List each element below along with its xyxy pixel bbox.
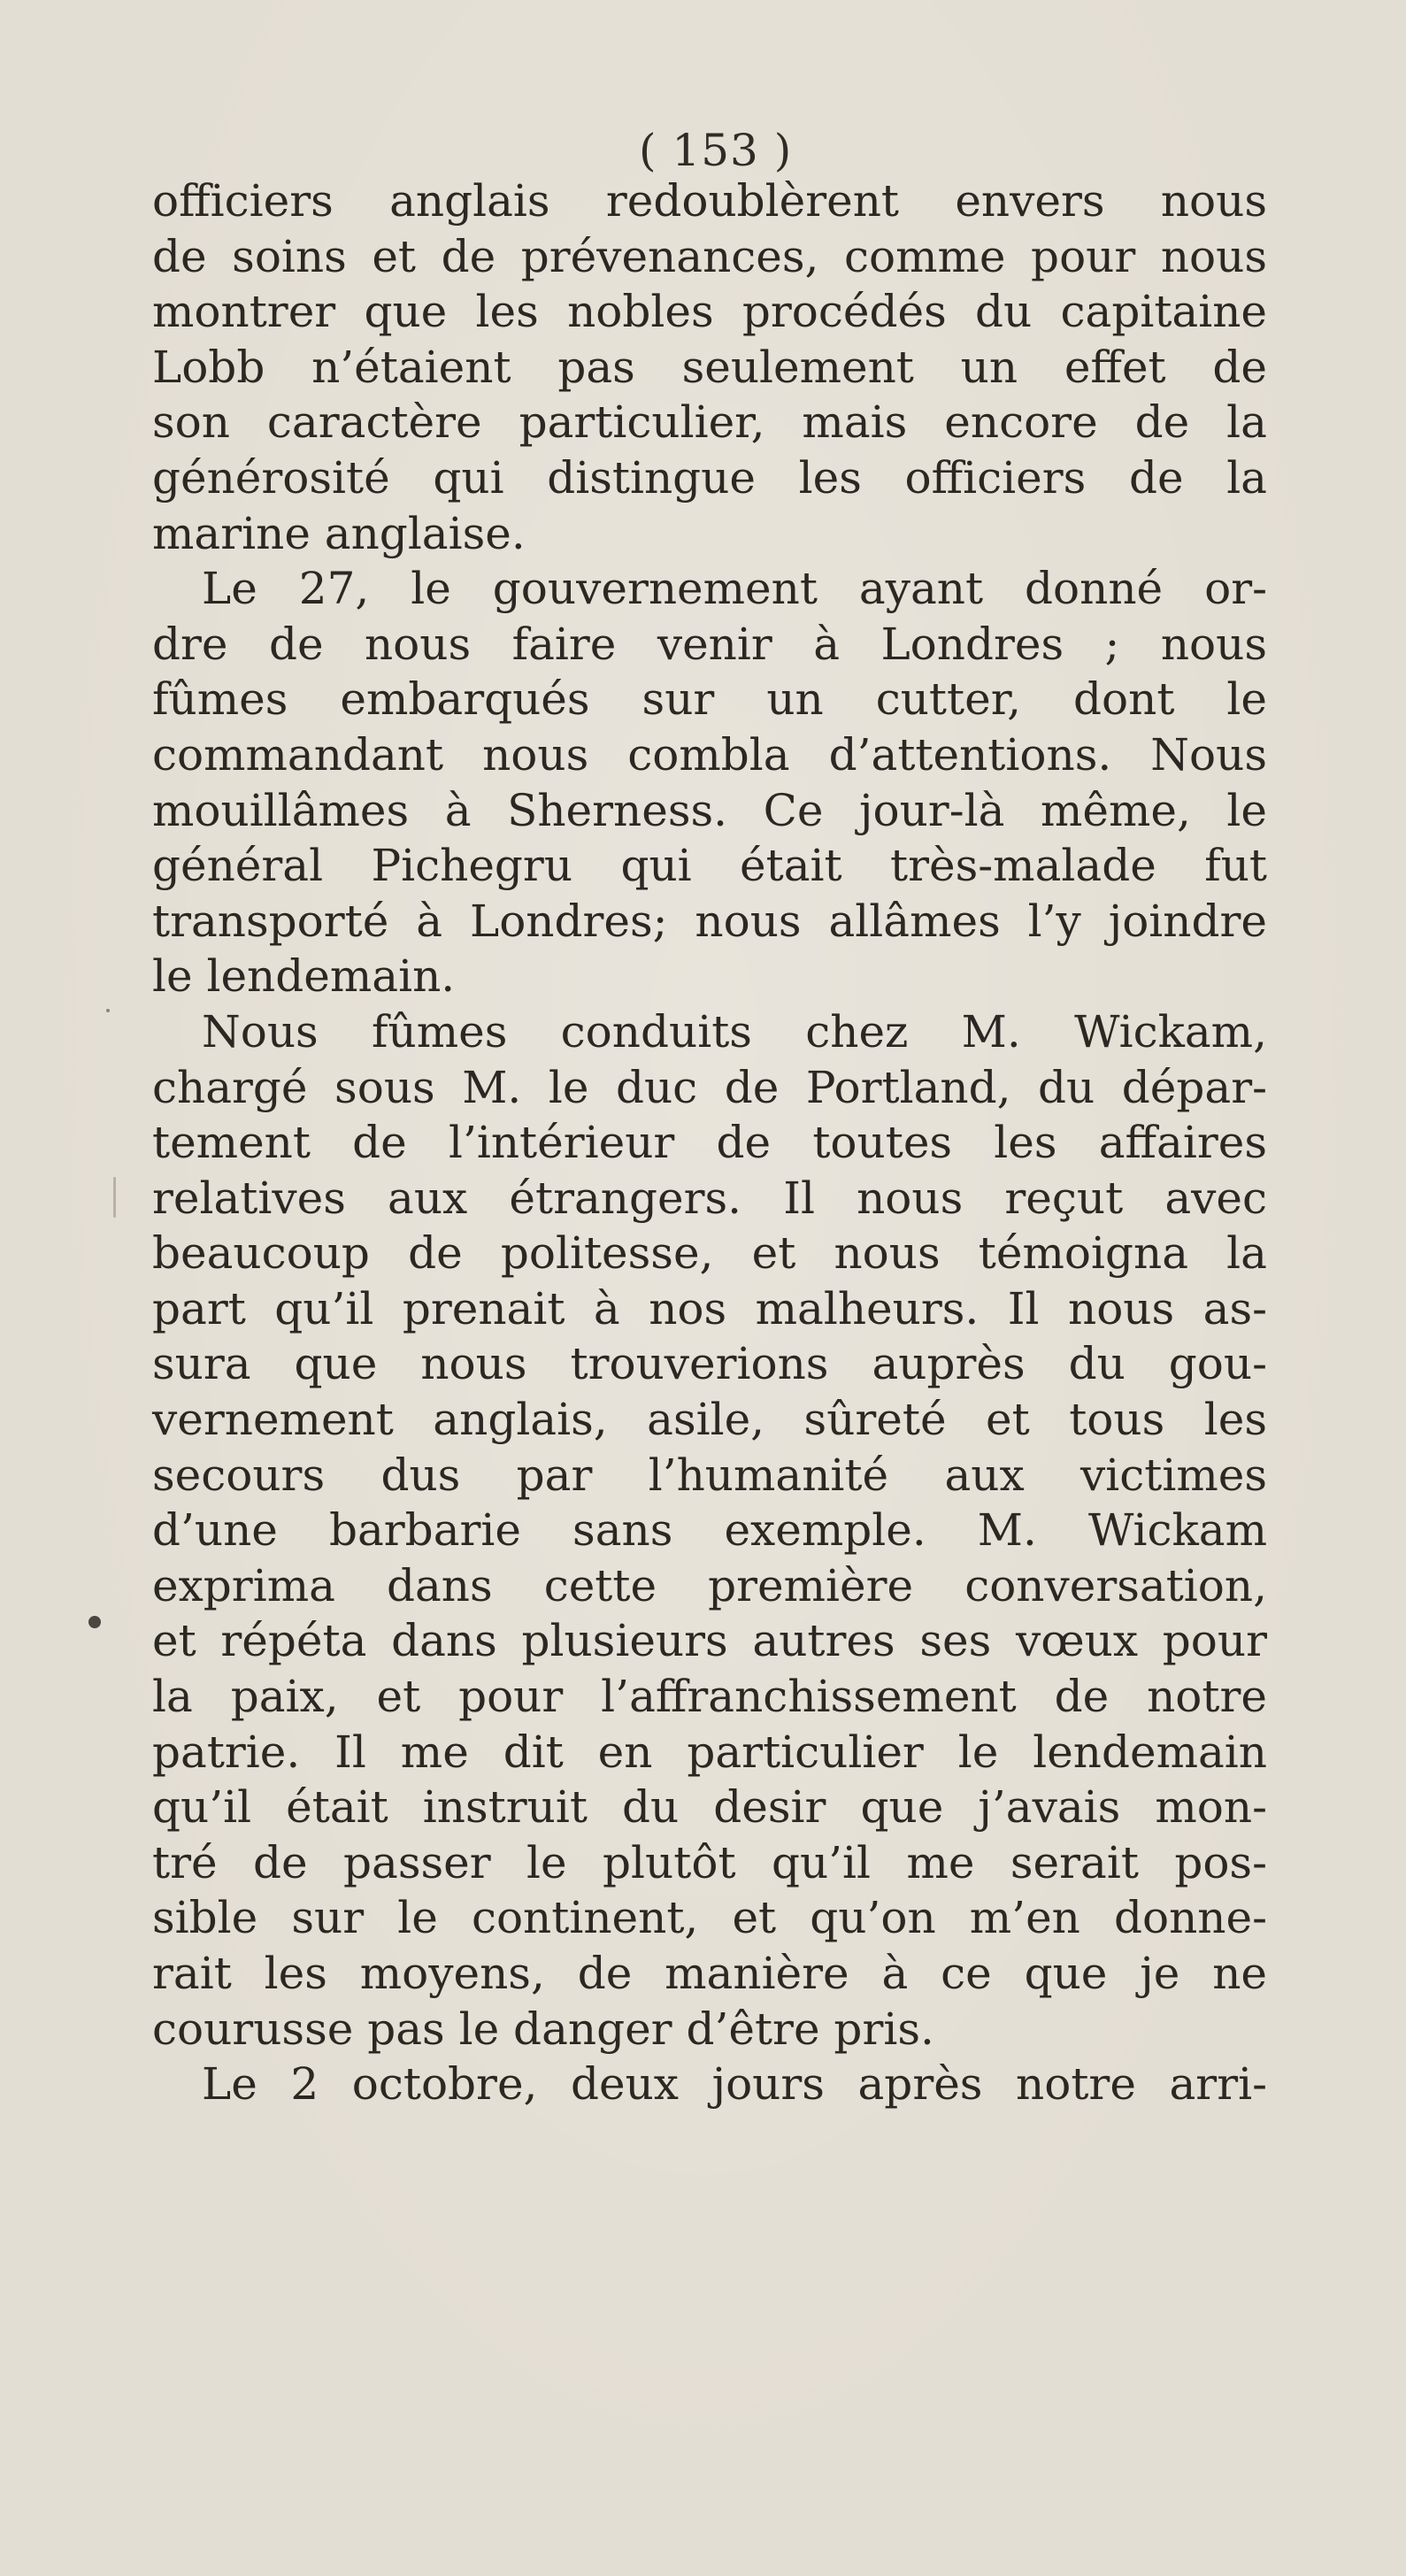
text-line: beaucoup de politesse, et nous témoigna la <box>152 1227 1267 1280</box>
text-line: patrie. Il me dit en particulier le lendemain <box>152 1726 1267 1778</box>
text-line: officiers anglais redoublèrent envers nous <box>152 175 1267 227</box>
text-line: fûmes embarqués sur un cutter, dont le <box>152 673 1267 726</box>
text-line: général Pichegru qui était très-malade fut <box>152 840 1267 892</box>
text-line: part qu’il prenait à nos malheurs. Il nous as- <box>152 1282 1267 1334</box>
text-line: commandant nous combla d’attentions. Nous <box>152 728 1267 780</box>
text-line: et répéta dans plusieurs autres ses vœux pour <box>152 1615 1267 1667</box>
text-line: tement de l’intérieur de toutes les affaires <box>152 1117 1267 1169</box>
paper-speck <box>106 1009 110 1012</box>
text-line: relatives aux étrangers. Il nous reçut avec <box>152 1172 1267 1224</box>
text-line: montrer que les nobles procédés du capitaine <box>152 286 1267 338</box>
text-line: exprima dans cette première conversation, <box>152 1559 1267 1611</box>
text-line: générosité qui distingue les officiers de la <box>152 451 1267 504</box>
body-text <box>152 173 1267 2112</box>
ink-spot <box>88 1616 101 1628</box>
text-line: dre de nous faire venir à Londres ; nous <box>152 618 1267 670</box>
paragraph-start-line: Nous fûmes conduits chez M. Wickam, <box>202 1005 1267 1057</box>
text-line: le lendemain. <box>152 950 456 1003</box>
text-line: secours dus par l’humanité aux victimes <box>152 1449 1267 1501</box>
text-line: vernement anglais, asile, sûreté et tous les <box>152 1394 1267 1446</box>
text-line: transporté à Londres; nous allâmes l’y joindre <box>152 895 1267 947</box>
page-number: ( 153 ) <box>639 125 793 176</box>
text-line: mouillâmes à Sherness. Ce jour-là même, le <box>152 784 1267 836</box>
text-line: sura que nous trouverions auprès du gou- <box>152 1338 1267 1390</box>
paragraph-start-line: Le 2 octobre, deux jours après notre arri- <box>202 2058 1267 2111</box>
text-line: Lobb n’étaient pas seulement un effet de <box>152 341 1267 393</box>
text-line: marine anglaise. <box>152 507 526 559</box>
text-line: sible sur le continent, et qu’on m’en donne- <box>152 1892 1267 1944</box>
text-line: qu’il était instruit du desir que j’avais mon- <box>152 1781 1267 1834</box>
text-line: tré de passer le plutôt qu’il me serait pos- <box>152 1836 1267 1888</box>
text-line: de soins et de prévenances, comme pour nous <box>152 230 1267 282</box>
text-line: son caractère particulier, mais encore de la <box>152 396 1267 449</box>
text-line: d’une barbarie sans exemple. M. Wickam <box>152 1504 1267 1557</box>
text-line: chargé sous M. le duc de Portland, du dépar- <box>152 1061 1267 1113</box>
text-line: courusse pas le danger d’être pris. <box>152 2003 934 2055</box>
paper-mark <box>113 1177 116 1218</box>
text-line: la paix, et pour l’affranchissement de notre <box>152 1671 1267 1723</box>
paragraph-start-line: Le 27, le gouvernement ayant donné or- <box>202 563 1267 615</box>
text-line: rait les moyens, de manière à ce que je ne <box>152 1948 1267 1999</box>
